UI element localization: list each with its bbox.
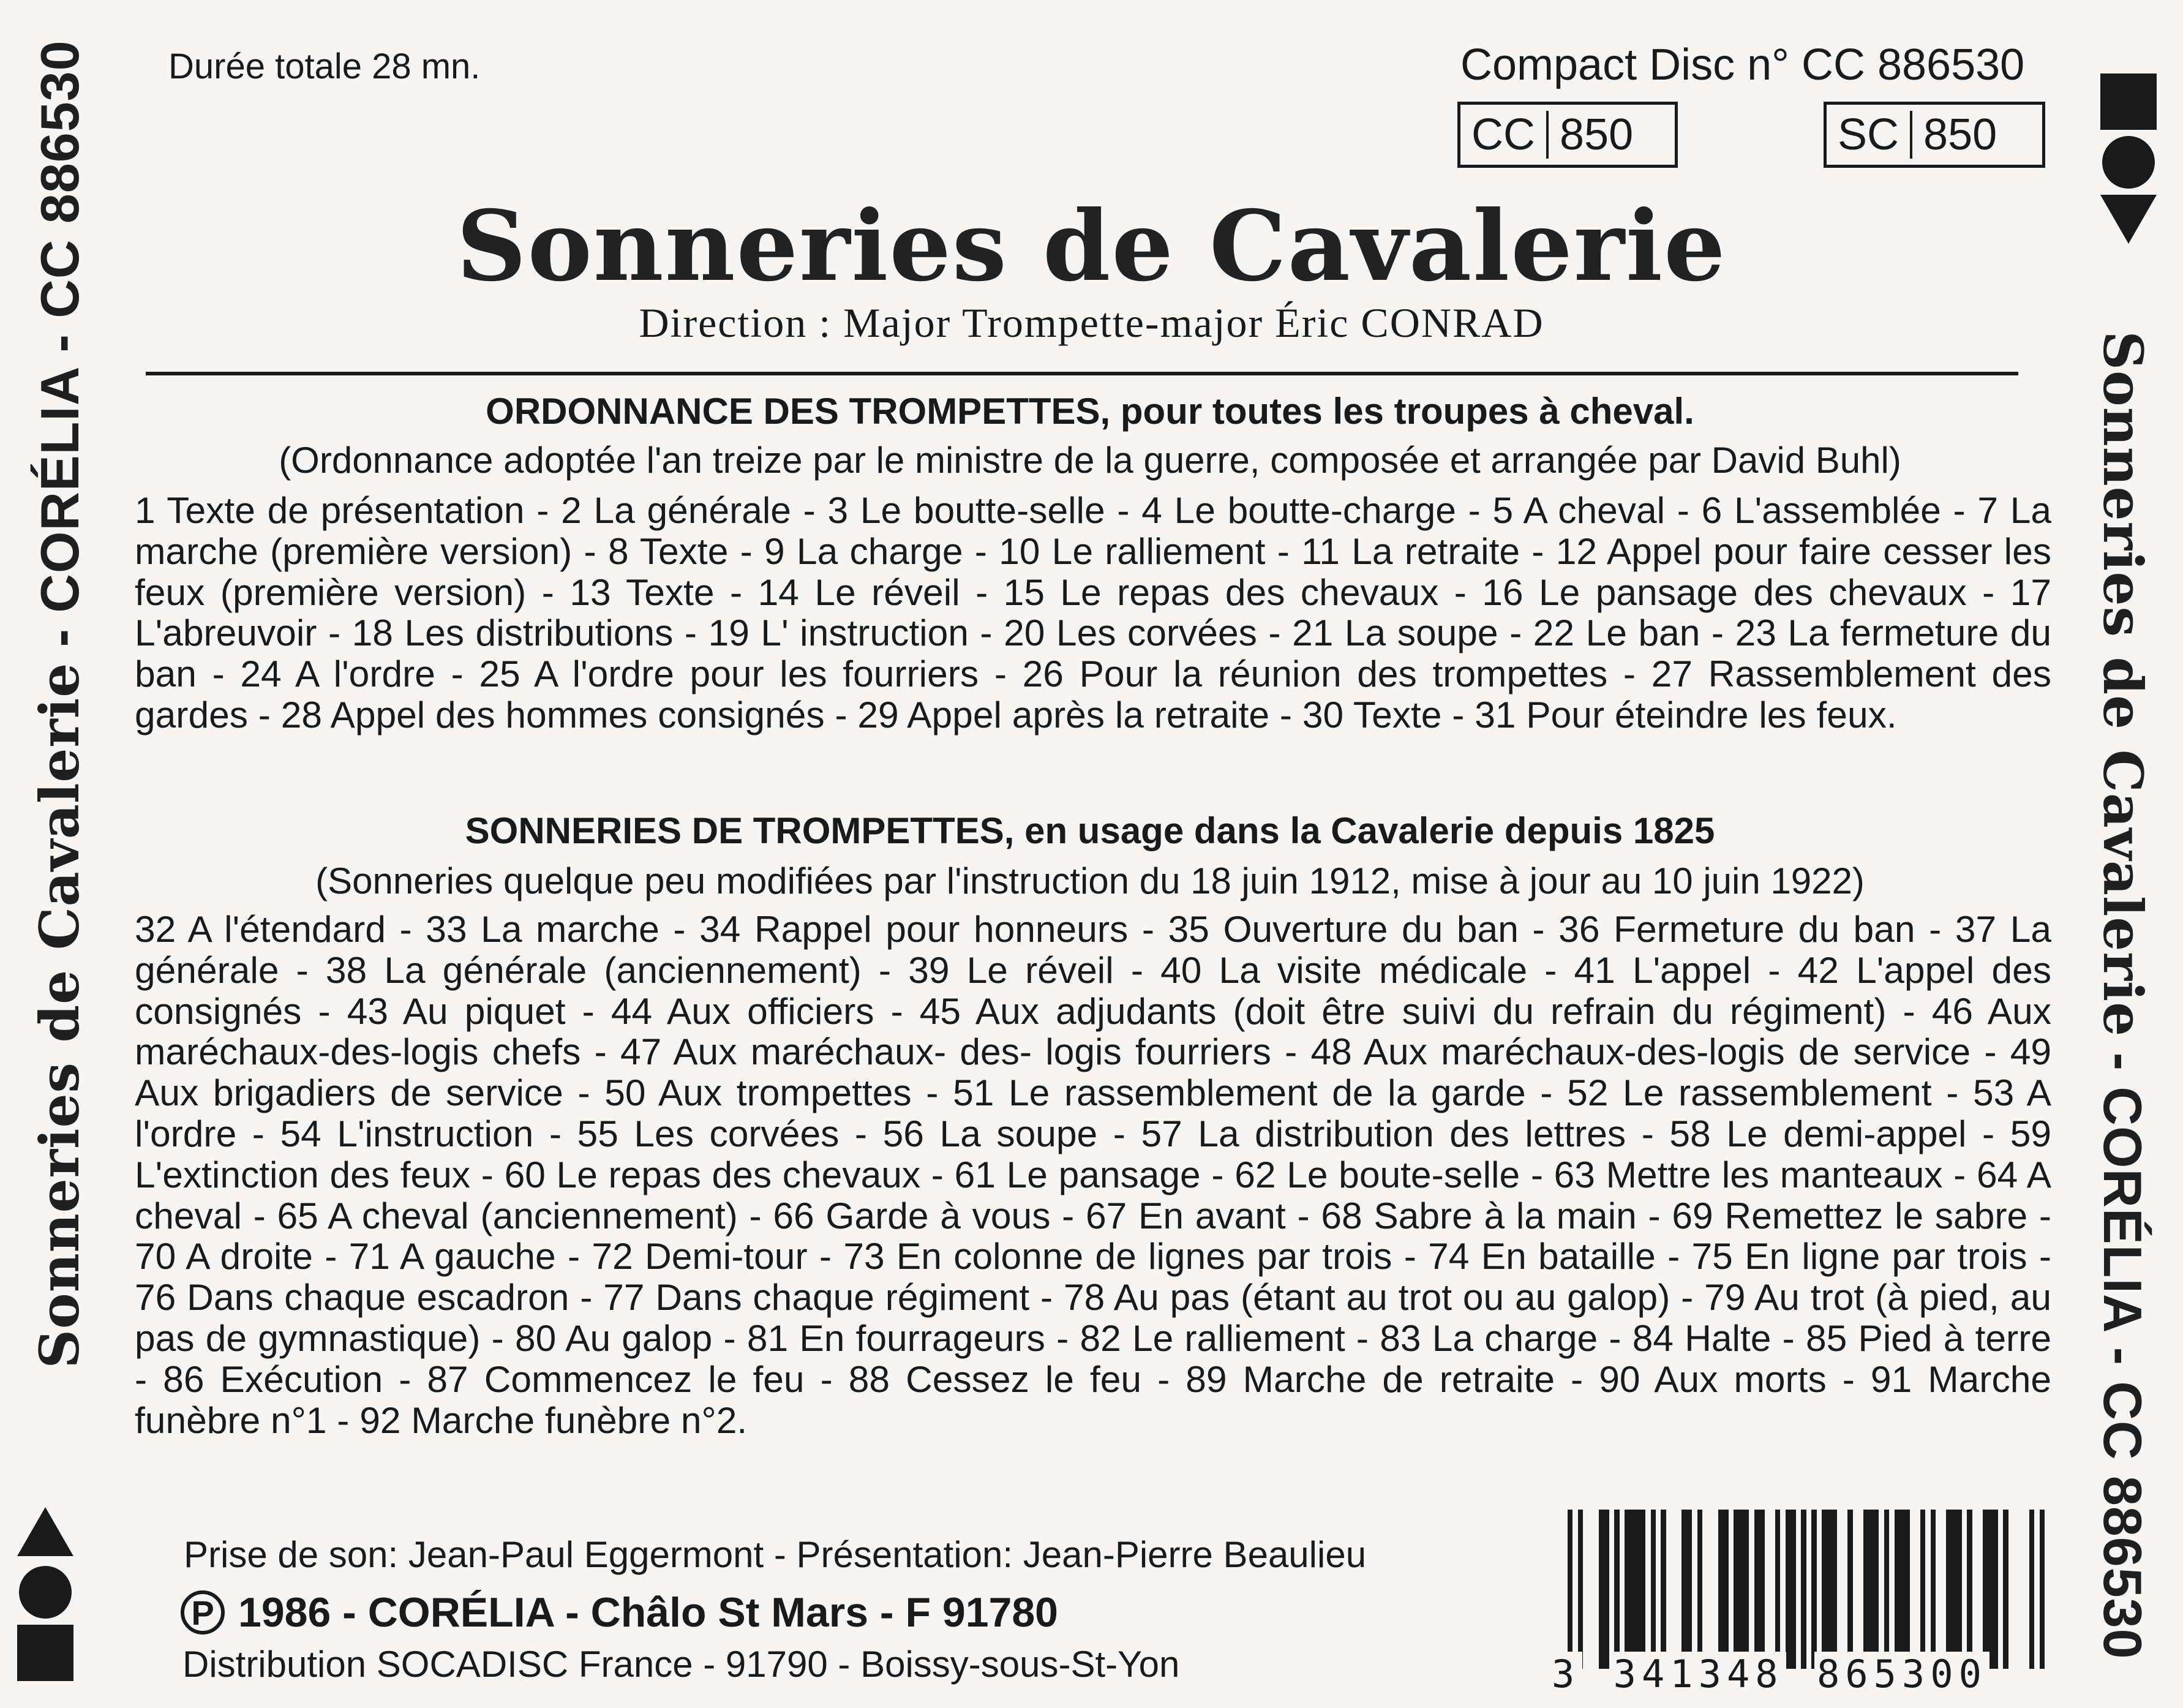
barcode-bar	[2003, 1510, 2008, 1669]
barcode-bar	[1904, 1510, 1909, 1669]
spine-separator: -	[29, 612, 90, 663]
barcode-bar	[1640, 1510, 1645, 1669]
barcode-bar	[1572, 1510, 1577, 1669]
phonogram-icon: P	[181, 1590, 225, 1635]
barcode-bar	[1759, 1510, 1764, 1669]
barcode-bar	[1899, 1510, 1904, 1669]
total-duration: Durée totale 28 mn.	[168, 47, 481, 86]
corelia-logo	[17, 1497, 73, 1687]
barcode-bar	[1868, 1510, 1873, 1669]
barcode-bar	[1915, 1510, 1920, 1669]
section1-tracklist: 1 Texte de présentation - 2 La générale - 3 Le boutte-selle - 4 Le boutte-charge - 5 A cheval - 6 L'assemblée - 7 La marche (première version) - 8 Texte - 9 La charge - 10 Le ralliement - 11 La retraite - 12 Appel pour faire cesser les feux (première version) - 13 Texte - 14 Le réveil - 15 Le repas des chevaux - 16 Le pansage des chevaux - 17 L'abreuvoir - 18 Les distributions - 19 L' instruction - 20 Les corvées - 21 La soupe - 22 Le ban - 23 La fermeture du ban - 24 A l'ordre - 25 A l'ordre pour les fourriers - 26 Pour la réunion des trompettes - 27 Rassemblement des gardes - 28 Appel des hommes consignés - 29 Appel après la retraite - 30 Texte - 31 Pour éteindre les feux.	[135, 489, 2051, 735]
barcode-bar	[1744, 1510, 1749, 1669]
barcode-bar	[1656, 1510, 1661, 1669]
direction-credit: Direction : Major Trompette-major Éric CONRAD	[639, 299, 1544, 346]
barcode-bar	[1837, 1510, 1842, 1669]
barcode-bar	[1568, 1510, 1572, 1669]
barcode-bar	[1863, 1510, 1868, 1669]
barcode-bar	[1786, 1510, 1790, 1669]
spine-publisher: CORÉLIA	[29, 367, 90, 613]
barcode-bar	[1599, 1510, 1604, 1669]
barcode-digits	[1549, 1652, 2045, 1696]
barcode-bar	[1956, 1510, 1961, 1669]
barcode-bar	[1889, 1510, 1894, 1669]
code-format: CC	[1471, 110, 1535, 159]
barcode-bar	[1723, 1510, 1728, 1669]
copyright-text: 1986 - CORÉLIA - Châlo St Mars - F 91780	[238, 1589, 1058, 1636]
section2-heading	[135, 810, 2045, 852]
barcode-bar	[1832, 1510, 1837, 1669]
triangle-logo-icon	[17, 1507, 73, 1556]
barcode-bar	[1729, 1510, 1734, 1669]
barcode-bar	[1853, 1510, 1858, 1669]
barcode-bar	[1630, 1510, 1635, 1669]
barcode-bar	[1910, 1510, 1915, 1669]
cd-number: Compact Disc n° CC 886530	[1460, 40, 2025, 89]
barcode-bar	[1713, 1510, 1718, 1669]
barcode-digit-group: 3	[1549, 1652, 1582, 1696]
spine-separator: -	[29, 318, 90, 368]
barcode-bar	[1817, 1510, 1822, 1669]
section1-subheading: (Ordonnance adoptée l'an treize par le ministre de la guerre, composée et arrangée par David Buhl)	[279, 440, 1901, 481]
barcode-bar	[1874, 1510, 1879, 1669]
square-logo-icon	[2100, 73, 2157, 130]
barcode-bar	[1620, 1510, 1625, 1669]
barcode-bar	[2040, 1510, 2045, 1669]
barcode-bar	[1661, 1510, 1666, 1669]
barcode-bar	[1583, 1510, 1588, 1669]
section2-heading-rest: en usage dans la Cavalerie depuis 1825	[1014, 810, 1715, 851]
barcode-bar	[1895, 1510, 1899, 1669]
barcode-bar	[1687, 1510, 1692, 1669]
barcode-bar	[1931, 1510, 1936, 1669]
barcode-bar	[1796, 1510, 1801, 1669]
barcode-bar	[1952, 1510, 1956, 1669]
barcode-bar	[1738, 1510, 1743, 1669]
barcode-bar	[2034, 1510, 2039, 1669]
section1-heading-bold: ORDONNANCE DES TROMPETTES,	[486, 391, 1111, 432]
barcode-bar	[2029, 1510, 2034, 1669]
barcode-bar	[1609, 1510, 1614, 1669]
barcode-bar	[1993, 1510, 1997, 1669]
spine-title: Sonneries de Cavalerie	[28, 662, 91, 1369]
barcode-bar	[1671, 1510, 1676, 1669]
section2-heading-bold: SONNERIES DE TROMPETTES,	[465, 810, 1015, 851]
spine-publisher: CORÉLIA	[2092, 1086, 2153, 1332]
barcode-bar	[1692, 1510, 1697, 1669]
barcode-bar	[1988, 1510, 1993, 1669]
barcode-bar	[1822, 1510, 1827, 1669]
barcode-bar	[1884, 1510, 1889, 1669]
barcode-bar	[1702, 1510, 1707, 1669]
barcode-bars	[1568, 1510, 2045, 1669]
barcode-bar	[1962, 1510, 1967, 1669]
spine-catalog: CC 886530	[29, 40, 90, 318]
divider-rule	[146, 372, 2018, 375]
barcode-digit-group: 341348	[1611, 1652, 1786, 1696]
barcode-bar	[1941, 1510, 1946, 1669]
barcode-bar	[1754, 1510, 1759, 1669]
barcode-bar	[1920, 1510, 1925, 1669]
barcode-bar	[1614, 1510, 1619, 1669]
circle-logo-icon	[2102, 136, 2155, 189]
barcode-bar	[1749, 1510, 1754, 1669]
barcode-bar	[1967, 1510, 1972, 1669]
barcode-bar	[1998, 1510, 2003, 1669]
code-format: SC	[1838, 110, 1899, 159]
album-title: Sonneries de Cavalerie	[456, 190, 1727, 303]
barcode-bar	[1925, 1510, 1930, 1669]
barcode-bar	[1635, 1510, 1640, 1669]
circle-logo-icon	[19, 1566, 72, 1619]
spine-catalog: CC 886530	[2092, 1381, 2153, 1660]
section1-heading	[135, 390, 2045, 432]
barcode-bar	[1666, 1510, 1671, 1669]
barcode-bar	[1879, 1510, 1884, 1669]
barcode-bar	[1946, 1510, 1951, 1669]
barcode	[1549, 1510, 2045, 1696]
cc-code-box	[1457, 102, 1678, 168]
right-spine-text	[2091, 331, 2155, 1659]
barcode-bar	[1827, 1510, 1832, 1669]
barcode-bar	[1806, 1510, 1811, 1669]
sc-code-box	[1824, 102, 2045, 168]
barcode-bar	[1604, 1510, 1609, 1669]
barcode-bar	[1765, 1510, 1770, 1669]
recording-credits: Prise de son: Jean-Paul Eggermont - Présentation: Jean-Pierre Beaulieu	[184, 1534, 1367, 1575]
spine-separator: -	[2092, 1037, 2153, 1087]
barcode-bar	[1718, 1510, 1723, 1669]
section1-heading-rest: pour toutes les troupes à cheval.	[1110, 391, 1694, 432]
barcode-bar	[1843, 1510, 1847, 1669]
barcode-bar	[1645, 1510, 1650, 1669]
barcode-bar	[1811, 1510, 1816, 1669]
barcode-bar	[1847, 1510, 1852, 1669]
barcode-bar	[2013, 1510, 2018, 1669]
barcode-bar	[1625, 1510, 1629, 1669]
barcode-digit-group: 865300	[1814, 1652, 1989, 1696]
barcode-bar	[1972, 1510, 1977, 1669]
code-number: 850	[1560, 110, 1634, 159]
barcode-bar	[1681, 1510, 1686, 1669]
barcode-bar	[2008, 1510, 2013, 1669]
barcode-bar	[1677, 1510, 1681, 1669]
barcode-bar	[1708, 1510, 1713, 1669]
copyright-line	[181, 1589, 1058, 1636]
barcode-bar	[1651, 1510, 1656, 1669]
barcode-bar	[1593, 1510, 1598, 1669]
barcode-bar	[1775, 1510, 1780, 1669]
barcode-bar	[2024, 1510, 2029, 1669]
barcode-bar	[1983, 1510, 1988, 1669]
barcode-bar	[1790, 1510, 1795, 1669]
barcode-bar	[1936, 1510, 1941, 1669]
barcode-bar	[1697, 1510, 1702, 1669]
barcode-bar	[1780, 1510, 1785, 1669]
barcode-bar	[1770, 1510, 1775, 1669]
spine-title: Sonneries de Cavalerie	[2091, 331, 2155, 1037]
barcode-bar	[1734, 1510, 1738, 1669]
barcode-bar	[1801, 1510, 1806, 1669]
distribution-info: Distribution SOCADISC France - 91790 - Boissy-sous-St-Yon	[182, 1644, 1180, 1685]
section2-tracklist: 32 A l'étendard - 33 La marche - 34 Rappel pour honneurs - 35 Ouverture du ban - 36 Fermeture du ban - 37 La générale - 38 La générale (anciennement) - 39 Le réveil - 40 La visite médicale - 41 L'appel - 42 L'appel des consignés - 43 Au piquet - 44 Aux officiers - 45 Aux adjudants (doit être suivi du refrain du régiment) - 46 Aux maréchaux-des-logis chefs - 47 Aux maréchaux- des- logis fourriers - 48 Aux maréchaux-des-logis de service - 49 Aux brigadiers de service - 50 Aux trompettes - 51 Le rassemblement de la garde - 52 Le rassemblement - 53 A l'ordre - 54 L'instruction - 55 Les corvées - 56 La soupe - 57 La distribution des lettres - 58 Le demi-appel - 59 L'extinction des feux - 60 Le repas des chevaux - 61 Le pansage - 62 Le boute-selle - 63 Mettre les manteaux - 64 A cheval - 65 A cheval (anciennement) - 66 Garde à vous - 67 En avant - 68 Sabre à la main - 69 Remettez le sabre - 70 A droite - 71 A gauche - 72 Demi-tour - 73 En colonne de lignes par trois - 74 En bataille - 75 En ligne par trois - 76 Dans chaque escadron - 77 Dans chaque régiment - 78 Au pas (étant au trot ou au galop) - 79 Au trot (à pied, au pas de gymnastique) - 80 Au galop - 81 En fourrageurs - 82 Le ralliement - 83 La charge - 84 Halte - 85 Pied à terre - 86 Exécution - 87 Commencez le feu - 88 Cessez le feu - 89 Marche de retraite - 90 Aux morts - 91 Marche funèbre n°1 - 92 Marche funèbre n°2.	[135, 908, 2051, 1441]
spine-separator: -	[2092, 1331, 2153, 1382]
code-number: 850	[1923, 110, 1997, 159]
barcode-bar	[1588, 1510, 1593, 1669]
barcode-bar	[1977, 1510, 1982, 1669]
square-logo-icon	[17, 1625, 73, 1681]
barcode-bar	[2019, 1510, 2024, 1669]
section2-subheading: (Sonneries quelque peu modifiées par l'instruction du 18 juin 1912, mise à jour au 10 juin 1922)	[315, 860, 1865, 901]
barcode-bar	[1578, 1510, 1583, 1669]
barcode-bar	[1858, 1510, 1863, 1669]
